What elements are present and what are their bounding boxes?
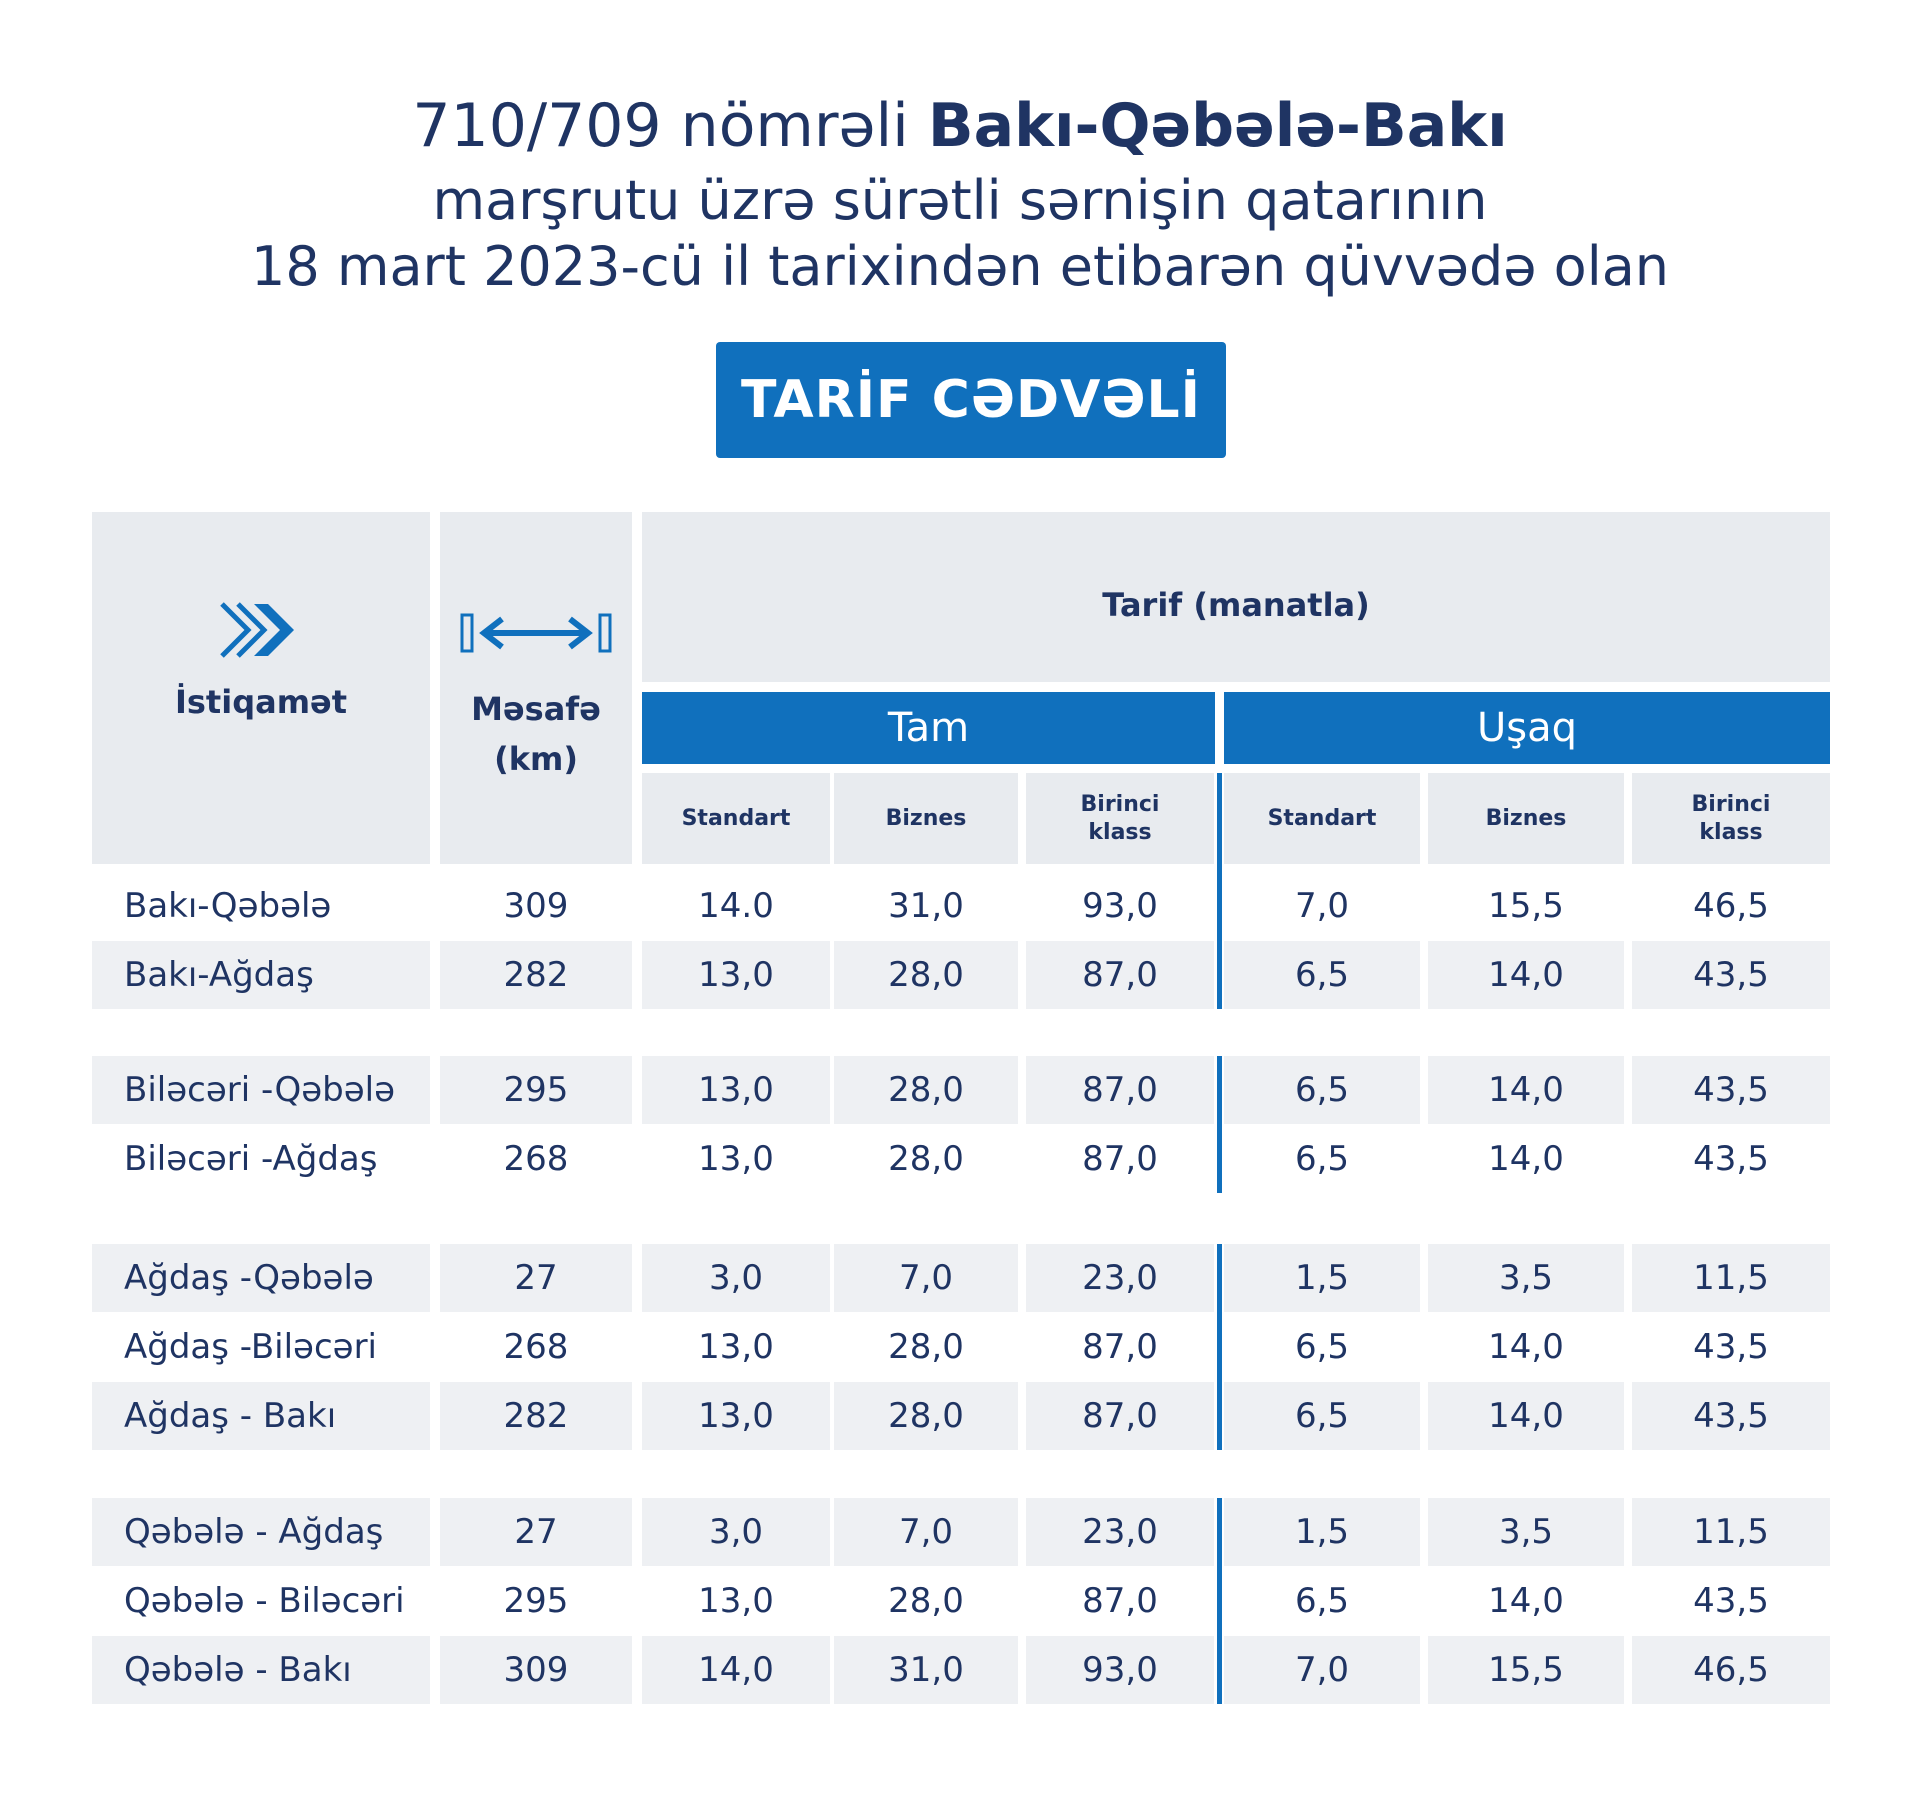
class-header-label: Biznes	[885, 805, 967, 831]
child-birinci-cell: 46,5	[1693, 886, 1769, 926]
route-cell: Ağdaş -Biləcəri	[124, 1327, 378, 1367]
class-header-0	[642, 773, 830, 864]
class-header-5	[1632, 773, 1830, 864]
child-standart-cell: 6,5	[1294, 1396, 1350, 1436]
full-standart-cell: 14.0	[698, 886, 774, 926]
route-cell: Ağdaş -Qəbələ	[124, 1258, 374, 1298]
child-birinci-cell: 43,5	[1693, 1327, 1769, 1367]
group-divider	[1217, 864, 1222, 1009]
group-divider	[1217, 773, 1222, 864]
distance-cell: 282	[503, 955, 569, 995]
distance-header	[440, 512, 632, 864]
child-biznes-cell: 3,5	[1498, 1512, 1554, 1552]
full-biznes-cell: 7,0	[898, 1512, 954, 1552]
direction-header	[92, 512, 430, 864]
distance-label: Məsafə (km)	[471, 690, 601, 778]
child-standart-cell: 1,5	[1294, 1512, 1350, 1552]
child-standart-cell: 6,5	[1294, 955, 1350, 995]
full-birinci-cell: 93,0	[1082, 886, 1158, 926]
full-standart-cell: 13,0	[698, 1327, 774, 1367]
distance-cell: 295	[503, 1070, 569, 1110]
child-standart-cell: 7,0	[1294, 1650, 1350, 1690]
page-title	[0, 88, 1920, 164]
full-standart-cell: 13,0	[698, 1581, 774, 1621]
class-header-label: Birinci klass	[1080, 791, 1160, 845]
full-standart-cell: 3,0	[708, 1512, 764, 1552]
child-biznes-cell: 14,0	[1488, 955, 1564, 995]
distance-cell: 295	[503, 1581, 569, 1621]
full-standart-cell: 13,0	[698, 1139, 774, 1179]
distance-cell: 27	[514, 1258, 558, 1298]
title-line-2: marşrutu üzrə sürətli sərnişin qatarının	[432, 169, 1488, 232]
child-birinci-cell: 11,5	[1693, 1512, 1769, 1552]
child-standart-cell: 1,5	[1294, 1258, 1350, 1298]
title-route: Bakı-Qəbələ-Bakı	[927, 91, 1508, 161]
group-divider	[1217, 1056, 1222, 1193]
full-birinci-cell: 87,0	[1082, 955, 1158, 995]
full-standart-cell: 13,0	[698, 1070, 774, 1110]
tariff-header: Tarif (manatla)	[642, 512, 1830, 682]
class-header-label: Standart	[681, 805, 791, 831]
full-biznes-cell: 31,0	[888, 1650, 964, 1690]
class-header-2	[1026, 773, 1214, 864]
child-birinci-cell: 43,5	[1693, 1396, 1769, 1436]
child-biznes-cell: 14,0	[1488, 1070, 1564, 1110]
full-biznes-cell: 28,0	[888, 955, 964, 995]
child-standart-cell: 6,5	[1294, 1581, 1350, 1621]
route-cell: Ağdaş - Bakı	[124, 1396, 337, 1436]
full-birinci-cell: 23,0	[1082, 1512, 1158, 1552]
child-birinci-cell: 43,5	[1693, 955, 1769, 995]
child-biznes-cell: 15,5	[1488, 1650, 1564, 1690]
route-cell: Biləcəri -Qəbələ	[124, 1070, 396, 1110]
distance-cell: 268	[503, 1327, 569, 1367]
group-full-header: Tam	[642, 692, 1215, 764]
title-line-3: 18 mart 2023-cü il tarixindən etibarən qüvvədə olan	[250, 235, 1670, 298]
title-number: 710/709 nömrəli	[412, 91, 928, 161]
child-birinci-cell: 11,5	[1693, 1258, 1769, 1298]
double-arrow-horizontal-icon	[460, 608, 612, 658]
distance-cell: 309	[503, 1650, 569, 1690]
full-birinci-cell: 87,0	[1082, 1396, 1158, 1436]
full-standart-cell: 14,0	[698, 1650, 774, 1690]
child-biznes-cell: 14,0	[1488, 1396, 1564, 1436]
child-standart-cell: 6,5	[1294, 1139, 1350, 1179]
full-birinci-cell: 87,0	[1082, 1581, 1158, 1621]
class-header-4	[1428, 773, 1624, 864]
full-biznes-cell: 31,0	[888, 886, 964, 926]
child-biznes-cell: 3,5	[1498, 1258, 1554, 1298]
group-divider	[1217, 1244, 1222, 1450]
full-biznes-cell: 28,0	[888, 1327, 964, 1367]
full-biznes-cell: 7,0	[898, 1258, 954, 1298]
full-biznes-cell: 28,0	[888, 1139, 964, 1179]
full-standart-cell: 13,0	[698, 955, 774, 995]
class-header-label: Standart	[1267, 805, 1377, 831]
route-cell: Bakı-Ağdaş	[124, 955, 314, 995]
full-standart-cell: 3,0	[708, 1258, 764, 1298]
double-chevron-right-icon	[218, 600, 294, 660]
full-birinci-cell: 87,0	[1082, 1327, 1158, 1367]
tariff-table-banner: TARİF CƏDVƏLİ	[716, 342, 1226, 458]
route-cell: Qəbələ - Bakı	[124, 1650, 352, 1690]
class-header-label: Biznes	[1485, 805, 1567, 831]
child-standart-cell: 6,5	[1294, 1327, 1350, 1367]
full-biznes-cell: 28,0	[888, 1070, 964, 1110]
full-birinci-cell: 23,0	[1082, 1258, 1158, 1298]
class-header-3	[1224, 773, 1420, 864]
full-standart-cell: 13,0	[698, 1396, 774, 1436]
distance-cell: 268	[503, 1139, 569, 1179]
class-header-label: Birinci klass	[1691, 791, 1771, 845]
child-birinci-cell: 46,5	[1693, 1650, 1769, 1690]
child-birinci-cell: 43,5	[1693, 1581, 1769, 1621]
route-cell: Qəbələ - Biləcəri	[124, 1581, 405, 1621]
child-biznes-cell: 14,0	[1488, 1327, 1564, 1367]
child-biznes-cell: 15,5	[1488, 886, 1564, 926]
full-biznes-cell: 28,0	[888, 1396, 964, 1436]
full-biznes-cell: 28,0	[888, 1581, 964, 1621]
child-biznes-cell: 14,0	[1488, 1139, 1564, 1179]
distance-cell: 27	[514, 1512, 558, 1552]
child-biznes-cell: 14,0	[1488, 1581, 1564, 1621]
direction-label: İstiqamət	[174, 683, 348, 721]
child-birinci-cell: 43,5	[1693, 1070, 1769, 1110]
group-divider	[1217, 1498, 1222, 1704]
group-child-header: Uşaq	[1224, 692, 1830, 764]
class-header-1	[834, 773, 1018, 864]
route-cell: Biləcəri -Ağdaş	[124, 1139, 378, 1179]
route-cell: Bakı-Qəbələ	[124, 886, 332, 926]
child-standart-cell: 6,5	[1294, 1070, 1350, 1110]
full-birinci-cell: 87,0	[1082, 1139, 1158, 1179]
route-cell: Qəbələ - Ağdaş	[124, 1512, 384, 1552]
distance-cell: 309	[503, 886, 569, 926]
child-standart-cell: 7,0	[1294, 886, 1350, 926]
full-birinci-cell: 87,0	[1082, 1070, 1158, 1110]
distance-cell: 282	[503, 1396, 569, 1436]
full-birinci-cell: 93,0	[1082, 1650, 1158, 1690]
child-birinci-cell: 43,5	[1693, 1139, 1769, 1179]
